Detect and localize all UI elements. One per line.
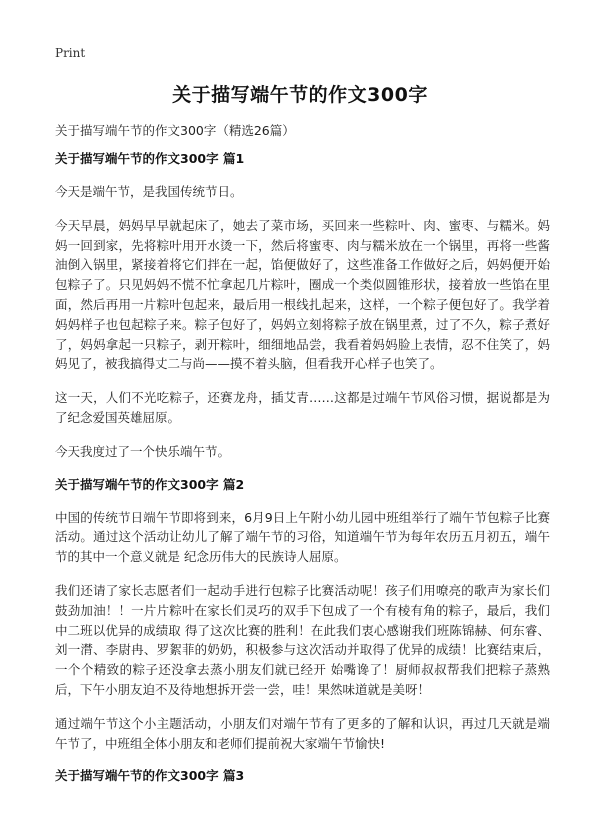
paragraph: 今天早晨，妈妈早早就起床了，她去了菜市场，买回来一些粽叶、肉、蜜枣、与糯米。妈妈一回到家，先将粽叶用开水烫一下，然后将蜜枣、肉与糯米放在一个锅里，再将一些酱油倒入锅里，紧接着将它们拌在一起，馅便做好了，这些准备工作做好之后，妈妈便开始包粽子了。只见妈妈不慌不忙拿起几片粽叶，圈成一个类似圆锥形状，接着放一些馅在里面，然后再用一片粽叶包起来，最后用一根线扎起来，这样，一个粽子便包好了。我学着妈妈样子也包起粽子来。粽子包好了，妈妈立刻将粽子放在锅里煮，过了不久，粽子煮好了，妈妈拿起一只粽子，剥开粽叶，细细地品尝，我看着妈妈脸上表情，忍不住笑了，妈妈见了，被我搞得丈二与尚——摸不着头脑，但看我开心样子也笑了。 xyxy=(55,217,550,372)
paragraph: 我们还请了家长志愿者们一起动手进行包粽子比赛活动呢！孩子们用嘹亮的歌声为家长们鼓劲加油！！一片片粽叶在家长们灵巧的双手下包成了一个有棱有角的粽子，最后，我们中二班以优异的成绩取 得了这次比赛的胜利！在此我们衷心感谢我们班陈锦赫、何东睿、刘一潸、李尉冉、罗絮菲的奶奶，积极参与这次活动并取得了优异的成绩！比赛结束后，一个个精致的粽子还没拿去蒸小朋友们就已经开 始嘴谗了！厨师叔叔帮我们把粽子蒸熟后，下午小朋友迫不及待地想拆开尝一尝，哇！果然味道就是美呀！ xyxy=(55,582,550,697)
paragraph: 中国的传统节日端午节即将到来，6月9日上午附小幼儿园中班组举行了端午节包粽子比赛活动。通过这个活动让幼儿了解了端午节的习俗，知道端午节为每年农历五月初五，端午节的其中一个意义就是 纪念历伟大的民族诗人屈原。 xyxy=(55,509,550,565)
paragraph: 通过端午节这个小主题活动，小朋友们对端午节有了更多的了解和认识，再过几天就是端午节了，中班组全体小朋友和老师们提前祝大家端午节愉快! xyxy=(55,715,550,751)
document-subtitle: 关于描写端午节的作文300字（精选26篇） xyxy=(55,123,295,138)
section-heading: 关于描写端午节的作文300字 篇2 xyxy=(55,476,245,492)
paragraph: 今天是端午节，是我国传统节日。 xyxy=(55,184,243,199)
section-heading: 关于描写端午节的作文300字 篇1 xyxy=(55,151,245,166)
paragraph: 这一天，人们不光吃粽子，还赛龙舟，插艾青……这都是过端午节风俗习惯，据说都是为了纪念爱国英雄屈原。 xyxy=(55,390,550,425)
paragraph: 今天我度过了一个快乐端午节。 xyxy=(55,443,231,459)
section-heading: 关于描写端午节的作文300字 篇3 xyxy=(55,768,245,784)
document-body xyxy=(55,150,550,799)
print-label[interactable]: Print xyxy=(55,46,86,60)
document-title: 关于描写端午节的作文300字 xyxy=(172,84,428,106)
